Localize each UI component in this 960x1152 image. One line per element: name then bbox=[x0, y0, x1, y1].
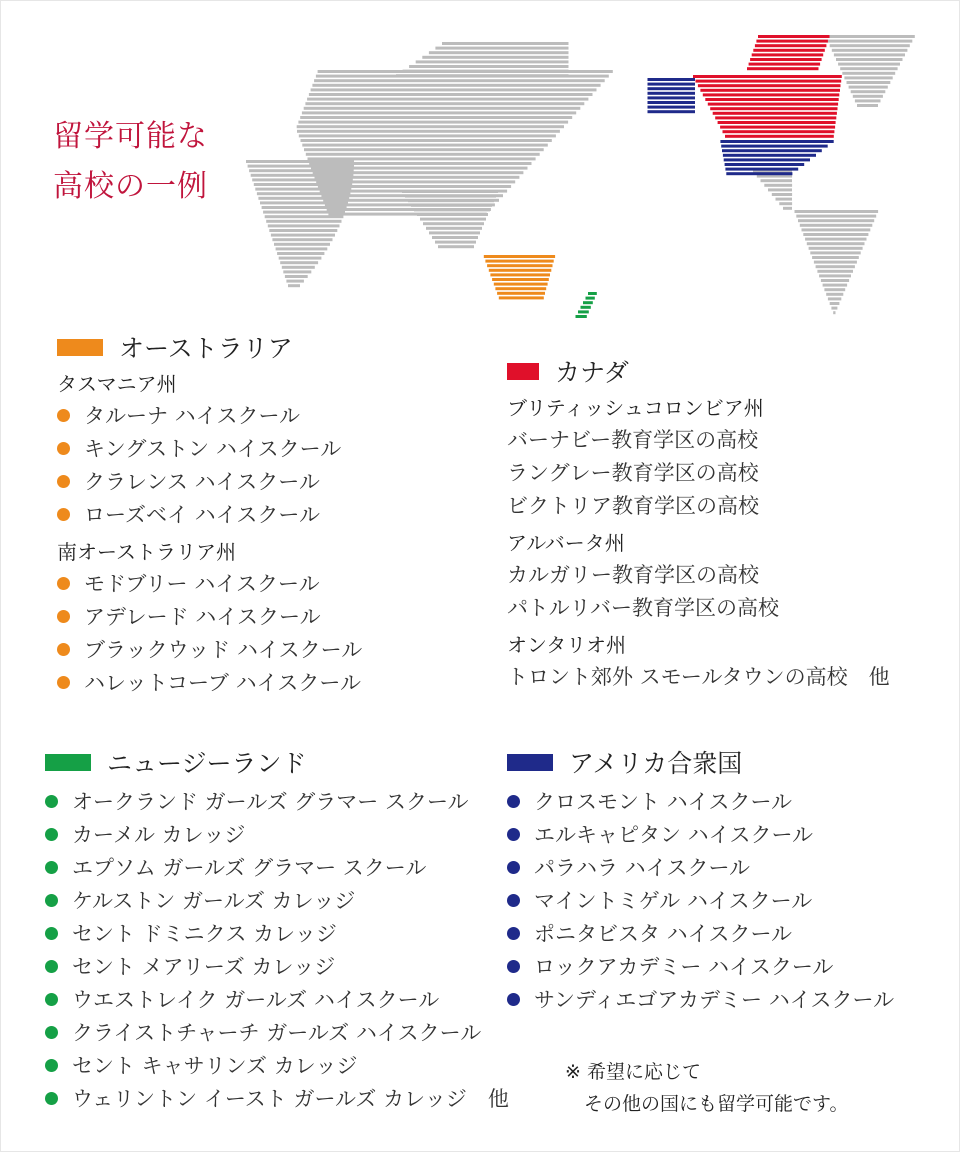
school-name: タルーナ ハイスクール bbox=[84, 404, 301, 428]
state-label: オンタリオ州 bbox=[507, 633, 626, 657]
school-name: サンディエゴアカデミー ハイスクール bbox=[534, 988, 895, 1012]
list-item bbox=[57, 568, 362, 601]
list-item bbox=[507, 951, 894, 984]
world-map bbox=[240, 30, 930, 345]
bullet-icon bbox=[507, 927, 520, 940]
school-name: ポニタビスタ ハイスクール bbox=[534, 922, 793, 946]
canada-arctic-shape bbox=[747, 35, 830, 70]
headline bbox=[53, 112, 208, 212]
school-list bbox=[57, 400, 362, 532]
school-name: セント キャサリンズ カレッジ bbox=[72, 1054, 358, 1078]
list-item: カルガリー教育学区の高校 bbox=[507, 563, 759, 587]
new-zealand-shape bbox=[576, 292, 597, 318]
school-name: ウエストレイク ガールズ ハイスクール bbox=[72, 988, 440, 1012]
list-item bbox=[57, 634, 362, 667]
australia-group bbox=[57, 538, 362, 700]
list-item bbox=[57, 400, 362, 433]
school-name: クラレンス ハイスクール bbox=[84, 470, 320, 494]
alaska-shape bbox=[648, 78, 696, 113]
new-zealand-section bbox=[45, 745, 509, 1116]
canada-group bbox=[507, 529, 890, 625]
school-name: アデレード ハイスクール bbox=[84, 605, 321, 629]
canada-group bbox=[507, 394, 890, 523]
bullet-icon bbox=[45, 927, 58, 940]
school-name: キングストン ハイスクール bbox=[84, 437, 342, 461]
state-label: アルバータ州 bbox=[507, 531, 625, 555]
list-item bbox=[507, 786, 894, 819]
new-zealand-title bbox=[45, 745, 509, 779]
list-item bbox=[45, 1050, 509, 1083]
list-item bbox=[45, 951, 509, 984]
bullet-icon bbox=[57, 610, 70, 623]
bullet-icon bbox=[507, 828, 520, 841]
bullet-icon bbox=[57, 409, 70, 422]
school-list bbox=[507, 661, 890, 694]
list-item bbox=[45, 984, 509, 1017]
list-item bbox=[45, 819, 509, 852]
school-name: マイントミゲル ハイスクール bbox=[534, 889, 813, 913]
usa-section bbox=[507, 745, 894, 1017]
new-zealand-swatch bbox=[45, 754, 91, 771]
school-name: ウェリントン イースト ガールズ カレッジ 他 bbox=[72, 1087, 509, 1111]
list-item bbox=[45, 852, 509, 885]
state-label: タスマニア州 bbox=[57, 372, 177, 396]
school-name: モドブリー ハイスクール bbox=[84, 572, 320, 596]
list-item bbox=[57, 667, 362, 700]
school-name: パラハラ ハイスクール bbox=[534, 856, 751, 880]
footnote-line-2: その他の国にも留学可能です。 bbox=[565, 1093, 849, 1115]
school-name: エルキャピタン ハイスクール bbox=[534, 823, 814, 847]
bullet-icon bbox=[507, 960, 520, 973]
bullet-icon bbox=[57, 577, 70, 590]
school-name: ハレットコーブ ハイスクール bbox=[84, 671, 361, 695]
usa-swatch bbox=[507, 754, 553, 771]
new-zealand-title-text: ニュージーランド bbox=[107, 749, 307, 778]
list-item bbox=[507, 984, 894, 1017]
school-list bbox=[507, 424, 890, 523]
canada-section bbox=[507, 354, 890, 700]
school-name: クライストチャーチ ガールズ ハイスクール bbox=[72, 1021, 482, 1045]
list-item bbox=[57, 601, 362, 634]
bullet-icon bbox=[57, 475, 70, 488]
bullet-icon bbox=[57, 508, 70, 521]
bullet-icon bbox=[45, 861, 58, 874]
state-label: 南オーストラリア州 bbox=[57, 540, 236, 564]
list-item bbox=[57, 466, 362, 499]
canada-title-text: カナダ bbox=[555, 358, 629, 387]
footnote-line-1: ※ 希望に応じて bbox=[565, 1061, 701, 1083]
list-item: ラングレー教育学区の高校 bbox=[507, 461, 759, 485]
list-item bbox=[45, 1083, 509, 1116]
canada-swatch bbox=[507, 363, 539, 380]
bullet-icon bbox=[45, 828, 58, 841]
australia-group bbox=[57, 370, 362, 532]
school-name: ローズベイ ハイスクール bbox=[84, 503, 320, 527]
school-name: ケルストン ガールズ カレッジ bbox=[72, 889, 356, 913]
list-item bbox=[507, 852, 894, 885]
usa-title-text: アメリカ合衆国 bbox=[569, 749, 743, 778]
list-item bbox=[507, 885, 894, 918]
list-item bbox=[57, 499, 362, 532]
bullet-icon bbox=[45, 1092, 58, 1105]
usa-shape bbox=[720, 140, 833, 175]
list-item: トロント郊外 スモールタウンの高校 他 bbox=[507, 665, 890, 689]
australia-title-text: オーストラリア bbox=[119, 334, 293, 363]
australia-title bbox=[57, 330, 362, 364]
bullet-icon bbox=[57, 442, 70, 455]
list-item: パトルリバー教育学区の高校 bbox=[507, 596, 779, 620]
list-item bbox=[45, 918, 509, 951]
bullet-icon bbox=[45, 1026, 58, 1039]
list-item bbox=[507, 819, 894, 852]
school-list bbox=[45, 786, 509, 1116]
headline-line-1: 留学可能な bbox=[53, 119, 208, 154]
bullet-icon bbox=[507, 795, 520, 808]
bullet-icon bbox=[45, 993, 58, 1006]
list-item: ビクトリア教育学区の高校 bbox=[507, 494, 759, 518]
bullet-icon bbox=[57, 676, 70, 689]
list-item bbox=[45, 885, 509, 918]
footnote bbox=[565, 1056, 848, 1120]
bullet-icon bbox=[45, 795, 58, 808]
australia-swatch bbox=[57, 339, 103, 356]
bullet-icon bbox=[507, 894, 520, 907]
south-america-shape bbox=[795, 210, 879, 314]
canada-shape bbox=[693, 75, 842, 138]
school-name: ブラックウッド ハイスクール bbox=[84, 638, 363, 662]
school-name: セント メアリーズ カレッジ bbox=[72, 955, 336, 979]
list-item bbox=[57, 433, 362, 466]
school-list bbox=[507, 559, 890, 625]
bullet-icon bbox=[45, 1059, 58, 1072]
australia-shape bbox=[484, 255, 555, 299]
north-eurasia-shape bbox=[396, 42, 569, 77]
school-name: エプソム ガールズ グラマー スクール bbox=[72, 856, 427, 880]
school-name: ロックアカデミー ハイスクール bbox=[534, 955, 834, 979]
headline-line-2: 高校の一例 bbox=[53, 169, 208, 204]
school-list bbox=[57, 568, 362, 700]
usa-title bbox=[507, 745, 894, 779]
school-name: セント ドミニクス カレッジ bbox=[72, 922, 337, 946]
school-name: カーメル カレッジ bbox=[72, 823, 246, 847]
africa-shape bbox=[246, 160, 354, 287]
list-item bbox=[45, 1017, 509, 1050]
state-label: ブリティッシュコロンビア州 bbox=[507, 396, 764, 420]
list-item bbox=[507, 918, 894, 951]
bullet-icon bbox=[57, 643, 70, 656]
school-list bbox=[507, 786, 894, 1017]
list-item bbox=[45, 786, 509, 819]
southeast-asia-shape bbox=[402, 190, 498, 248]
bullet-icon bbox=[507, 993, 520, 1006]
bullet-icon bbox=[45, 894, 58, 907]
canada-group bbox=[507, 631, 890, 694]
school-name: オークランド ガールズ グラマー スクール bbox=[72, 790, 469, 814]
bullet-icon bbox=[45, 960, 58, 973]
list-item: バーナビー教育学区の高校 bbox=[507, 428, 759, 452]
australia-section bbox=[57, 330, 362, 706]
central-america-shape bbox=[753, 170, 792, 210]
bullet-icon bbox=[507, 861, 520, 874]
canada-title bbox=[507, 354, 890, 388]
school-name: クロスモント ハイスクール bbox=[534, 790, 793, 814]
